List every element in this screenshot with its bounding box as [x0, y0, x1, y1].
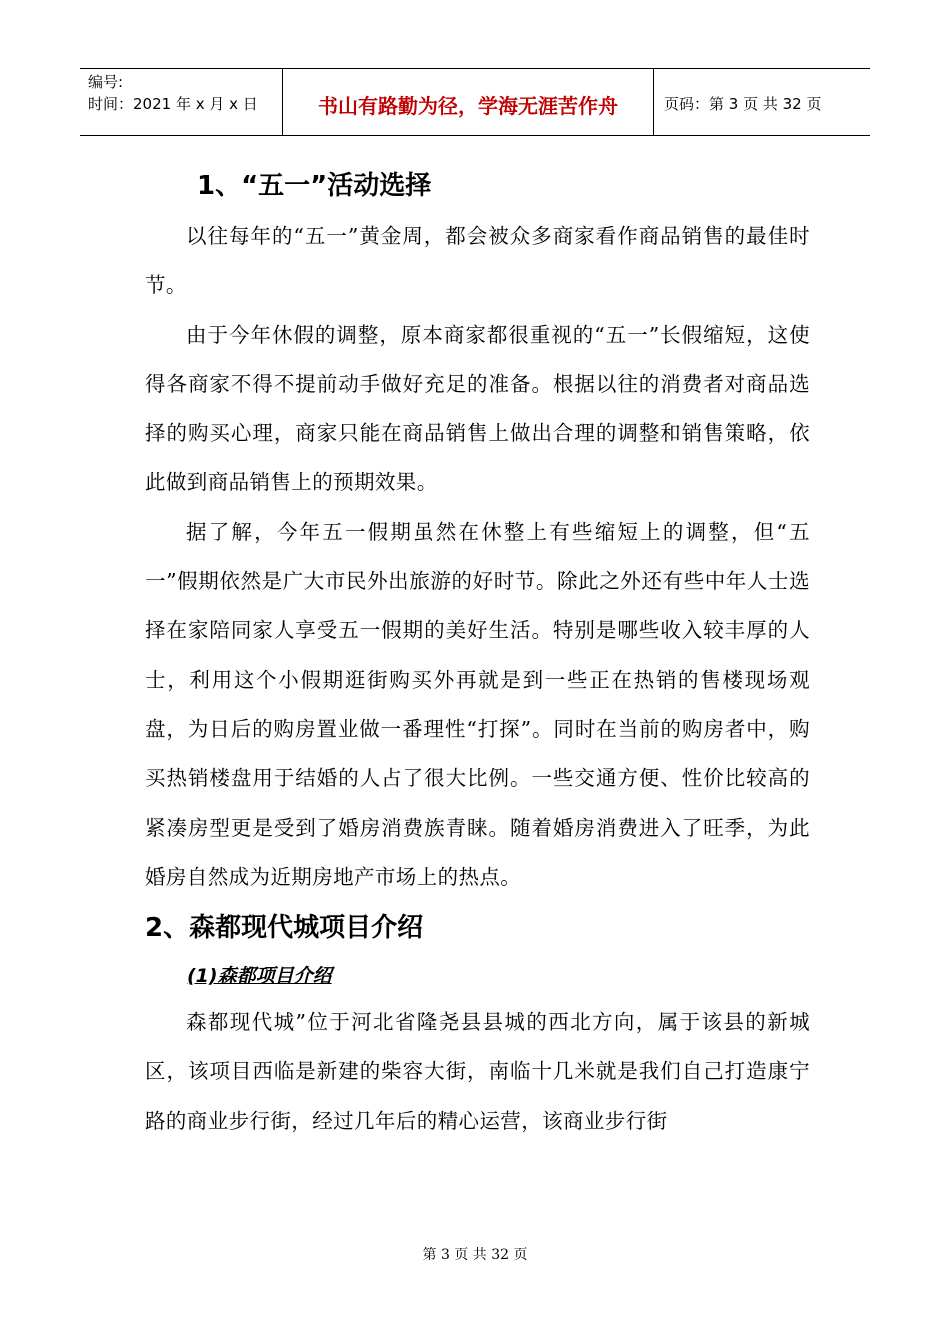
header-page-info: 页码：第 3 页 共 32 页 — [664, 94, 822, 113]
header-meta — [80, 69, 282, 135]
subsection-title: (1)森都项目介绍 — [187, 965, 332, 988]
document-body — [145, 160, 810, 1146]
paragraph: 森都现代城”位于河北省隆尧县县城的西北方向，属于该县的新城区，该项目西临是新建的柴容大街，南临十几米就是我们自己打造康宁路的商业步行街，经过几年后的精心运营，该商业步行街 — [145, 1010, 810, 1133]
header-motto: 书山有路勤为径，学海无涯苦作舟 — [282, 69, 654, 135]
document-number-label: 编号: — [88, 73, 124, 91]
section-2-title: 2、森都现代城项目介绍 — [145, 913, 424, 944]
paragraph: 以往每年的“五一”黄金周，都会被众多商家看作商品销售的最佳时节。 — [145, 224, 810, 298]
page-footer: 第 3 页 共 32 页 — [422, 1247, 528, 1263]
paragraph: 由于今年休假的调整，原本商家都很重视的“五一”长假缩短，这使得各商家不得不提前动手做好充足的准备。根据以往的消费者对商品选择的购买心理，商家只能在商品销售上做出合理的调整和销售策略，依此做到商品销售上的预期效果。 — [145, 322, 810, 495]
document-date: 时间：2021 年 x 月 x 日 — [88, 95, 258, 113]
page-header — [80, 68, 870, 136]
section-1-title: 1、“五一”活动选择 — [197, 171, 432, 201]
paragraph: 据了解，今年五一假期虽然在休整上有些缩短上的调整，但“五一”假期依然是广大市民外出旅游的好时节。除此之外还有些中年人士选择在家陪同家人享受五一假期的美好生活。特别是哪些收入较丰厚的人士，利用这个小假期逛街购买外再就是到一些正在热销的售楼现场观盘，为日后的购房置业做一番理性“打探”。同时在当前的购房者中，购买热销楼盘用于结婚的人占了很大比例。一些交通方便、性价比较高的紧凑房型更是受到了婚房消费族青睐。随着婚房消费进入了旺季，为此婚房自然成为近期房地产市场上的热点。 — [145, 519, 810, 889]
